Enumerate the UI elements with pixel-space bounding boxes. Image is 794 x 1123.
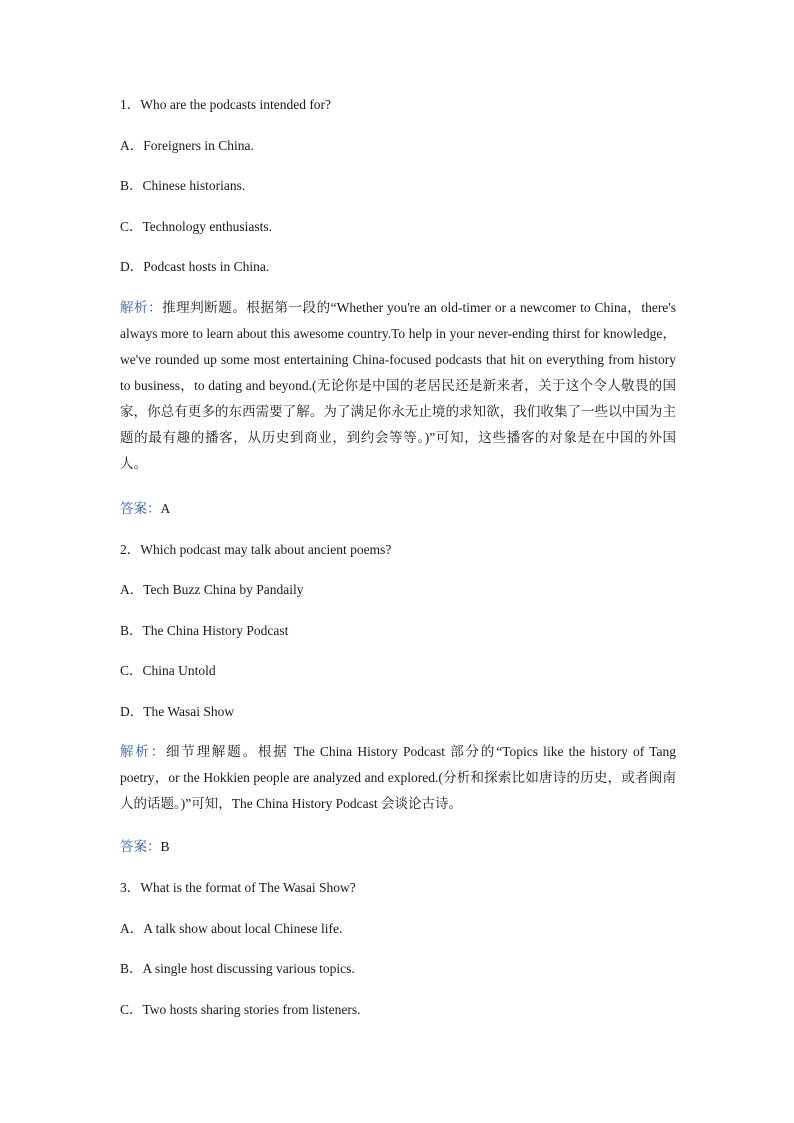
- q2-option-c: C．China Untold: [120, 663, 216, 678]
- q1-answer-value: A: [160, 501, 171, 516]
- q1-option-c: C．Technology enthusiasts.: [120, 219, 273, 234]
- q1-option-a: A．Foreigners in China.: [120, 138, 254, 153]
- q2-answer-value: B: [160, 839, 170, 854]
- q1-option-d: D．Podcast hosts in China.: [120, 259, 270, 274]
- q1-analysis-text: 推理判断题。根据第一段的“Whether you're an old-timer or a newcomer to China，there's always more to learn about this awesome country.To help in your never-ending thirst for knowledge， we've rounded up some most entertaining China-focused podcasts that hit on everything from history to business，to dating and beyond.(无论你是中国的老居民还是新来者，关于这个令人敬畏的国家，你总有更多的东西需要了解。为了满足你永无止境的求知欲，我们收集了一些以中国为主题的最有趣的播客，从历史到商业，到约会等等。)”可知，这些播客的对象是在中国的外国人。: [120, 300, 676, 471]
- q1-analysis-label: 解析：: [120, 300, 163, 315]
- q1-answer: [120, 500, 170, 518]
- q2-option-b: B．The China History Podcast: [120, 623, 289, 638]
- q2-option-d: D．The Wasai Show: [120, 704, 235, 719]
- q1-analysis: [120, 295, 676, 477]
- q2-analysis-text: 细节理解题。根据 The China History Podcast 部分的“Topics like the history of Tang poetry，or the Hokkien people are analyzed and explored.(分析和探索比如唐诗的历史，或者闽南人的话题。)”可知，The China History Podcast 会谈论古诗。: [120, 744, 677, 811]
- question-2: 2．Which podcast may talk about ancient poems?: [120, 542, 392, 557]
- q1-answer-label: 答案：: [120, 501, 161, 516]
- question-3: 3．What is the format of The Wasai Show?: [120, 880, 356, 895]
- q2-analysis-label: 解析：: [120, 744, 166, 759]
- q2-option-a: A．Tech Buzz China by Pandaily: [120, 582, 304, 597]
- q1-option-b: B．Chinese historians.: [120, 178, 246, 193]
- q2-answer: [120, 838, 170, 856]
- q3-option-b: B．A single host discussing various topics.: [120, 961, 355, 976]
- q2-analysis: [120, 739, 676, 817]
- question-1: 1．Who are the podcasts intended for?: [120, 97, 332, 112]
- q3-option-a: A．A talk show about local Chinese life.: [120, 921, 343, 936]
- q3-option-c: C．Two hosts sharing stories from listeners.: [120, 1002, 361, 1017]
- q2-answer-label: 答案：: [120, 839, 161, 854]
